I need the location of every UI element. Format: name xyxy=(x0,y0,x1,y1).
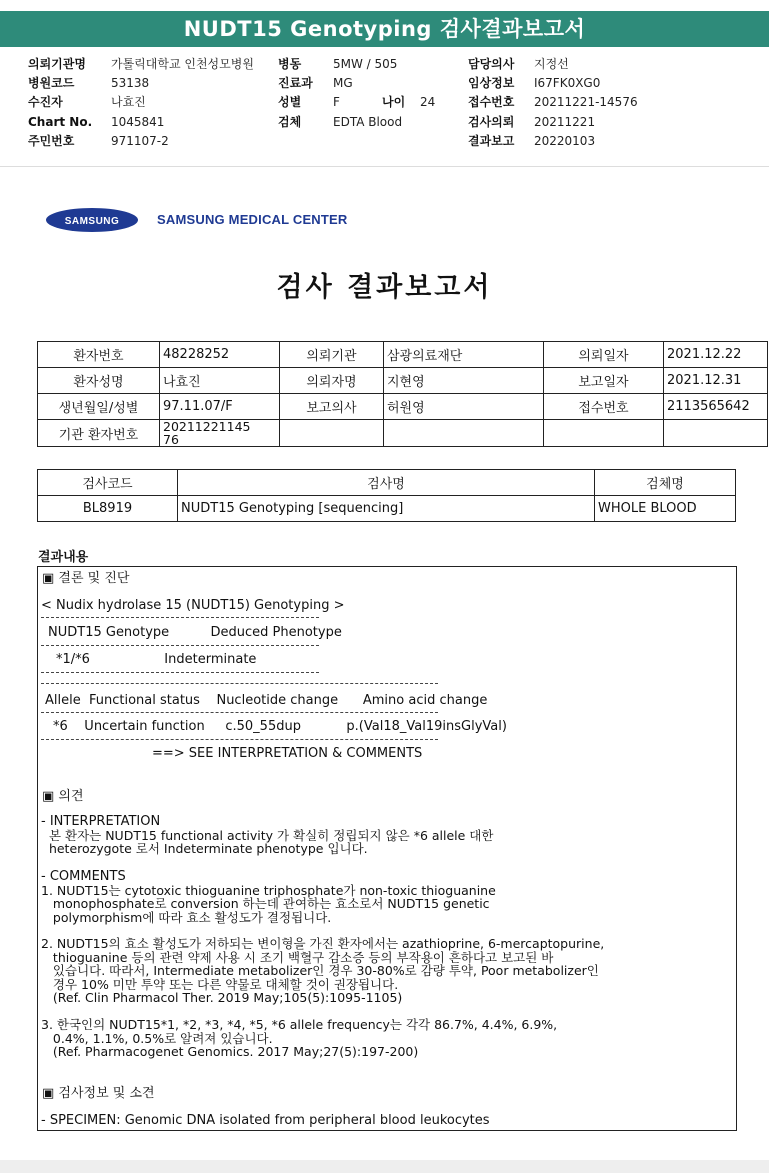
report-title-bar: NUDT15 Genotyping 검사결과보고서 xyxy=(0,11,769,47)
header-value: MG xyxy=(333,76,353,90)
comment-line: (Ref. Clin Pharmacol Ther. 2019 May;105(5):1095-1105) xyxy=(41,990,403,1005)
info-value: 지현영 xyxy=(384,368,544,394)
header-label: 임상정보 xyxy=(468,76,515,90)
info-label: 환자번호 xyxy=(38,342,160,368)
info-value: 삼광의료재단 xyxy=(384,342,544,368)
header-value: 가톨릭대학교 인천성모병원 xyxy=(111,57,254,71)
header-value: I67FK0XG0 xyxy=(534,76,601,90)
header-label: 주민번호 xyxy=(28,134,75,148)
header-label: 결과보고 xyxy=(468,134,515,148)
age-label: 나이 xyxy=(382,95,406,109)
info-label: 의뢰일자 xyxy=(544,342,664,368)
document-title: 검사 결과보고서 xyxy=(276,272,493,303)
section-test-info: ▣ 검사정보 및 소견 xyxy=(42,1086,155,1101)
info-row xyxy=(38,420,768,447)
info-value xyxy=(664,420,768,447)
info-value: 20211221145 76 xyxy=(160,420,280,447)
allele-header: Allele Functional status Nucleotide change Amino acid change xyxy=(45,693,488,708)
info-row xyxy=(38,342,768,368)
header-value: 지정선 xyxy=(534,57,569,71)
specimen-name: WHOLE BLOOD xyxy=(595,496,736,522)
dash-line xyxy=(41,739,438,740)
header-label: 담당의사 xyxy=(468,57,515,71)
header-info xyxy=(0,55,769,155)
allele-row: *6 Uncertain function c.50_55dup p.(Val18_Val19insGlyVal) xyxy=(53,719,507,734)
logo-text: SAMSUNG xyxy=(64,216,120,227)
header-label: Chart No. xyxy=(28,115,93,129)
header-value: 나효진 xyxy=(111,95,146,109)
genotype-row: *1/*6 Indeterminate xyxy=(56,652,257,667)
interpretation-block xyxy=(41,815,493,856)
header-value: F xyxy=(333,95,340,109)
info-value: 2113565642 xyxy=(664,394,768,420)
comment-line: 3. 한국인의 NUDT15*1, *2, *3, *4, *5, *6 allele frequency는 각각 86.7%, 4.4%, 6.9%, xyxy=(41,1017,558,1032)
comment-line: polymorphism에 따라 효소 활성도가 결정됩니다. xyxy=(41,909,332,925)
header-test-code: 검사코드 xyxy=(38,470,178,496)
interp-line: heterozygote 로서 Indeterminate phenotype 입니다. xyxy=(41,841,368,856)
test-table-row xyxy=(38,496,736,522)
results-title: 결과내용 xyxy=(38,550,89,565)
info-value: 48228252 xyxy=(160,342,280,368)
header-label: 병동 xyxy=(278,57,302,71)
header-label: 수진자 xyxy=(28,95,63,109)
info-value: 2021.12.31 xyxy=(664,368,768,394)
info-label xyxy=(544,420,664,447)
comments-block xyxy=(41,870,496,924)
info-label: 환자성명 xyxy=(38,368,160,394)
header-value: 1045841 xyxy=(111,115,165,129)
dash-line xyxy=(41,712,438,713)
interp-line: - INTERPRETATION xyxy=(41,814,161,829)
info-label: 접수번호 xyxy=(544,394,664,420)
info-value: 허원영 xyxy=(384,394,544,420)
dash-line xyxy=(41,645,319,646)
header-label: 검체 xyxy=(278,115,302,129)
comment-2-block xyxy=(41,937,604,1005)
comment-line: (Ref. Pharmacogenet Genomics. 2017 May;27(5):197-200) xyxy=(41,1044,419,1059)
comment-line: 1. NUDT15는 cytotoxic thioguanine triphosphate가 non-toxic thioguanine xyxy=(41,882,496,898)
header-label: 검사의뢰 xyxy=(468,115,515,129)
info-row xyxy=(38,394,768,420)
dash-line xyxy=(41,672,319,673)
info-row xyxy=(38,368,768,394)
header-value: 20211221 xyxy=(534,115,596,129)
header-divider xyxy=(0,166,769,167)
header-specimen-name: 검체명 xyxy=(595,470,736,496)
header-value: 971107-2 xyxy=(111,134,169,148)
comment-line: 경우 10% 미만 투약 또는 다른 약물로 대체할 것이 권장됩니다. xyxy=(41,976,399,992)
comment-line: - COMMENTS xyxy=(41,869,126,884)
section-conclusion: ▣ 결론 및 진단 xyxy=(42,571,130,586)
info-value: 97.11.07/F xyxy=(160,394,280,420)
header-label: 진료과 xyxy=(278,76,313,90)
info-label: 보고일자 xyxy=(544,368,664,394)
comment-line: monophosphate로 conversion 하는데 관여하는 효소로서 NUDT15 genetic xyxy=(41,896,490,911)
see-interpretation: ==> SEE INTERPRETATION & COMMENTS xyxy=(152,746,423,761)
header-label: 병원코드 xyxy=(28,76,75,90)
center-name: SAMSUNG MEDICAL CENTER xyxy=(157,212,348,227)
dash-line xyxy=(41,617,319,618)
patient-info-table xyxy=(37,341,768,447)
interp-line: 본 환자는 NUDT15 functional activity 가 확실히 정립되지 않은 *6 allele 대한 xyxy=(41,827,494,843)
header-value: EDTA Blood xyxy=(333,115,403,129)
comment-line: thioguanine 등의 관련 약제 사용 시 조기 백혈구 감소증 등의 부작용이 흔하다고 보고된 바 xyxy=(41,949,554,965)
samsung-logo xyxy=(45,207,139,233)
comment-line: 2. NUDT15의 효소 활성도가 저하되는 변이형을 가진 환자에서는 azathioprine, 6-mercaptopurine, xyxy=(41,936,605,951)
test-table-header xyxy=(38,470,736,496)
test-code: BL8919 xyxy=(38,496,178,522)
results-box xyxy=(37,566,737,1131)
header-value: 53138 xyxy=(111,76,150,90)
header-value: 20211221-14576 xyxy=(534,95,638,109)
info-label xyxy=(280,420,384,447)
footer-bar xyxy=(0,1160,769,1173)
header-value: 5MW / 505 xyxy=(333,57,398,71)
info-value xyxy=(384,420,544,447)
header-label: 성별 xyxy=(278,95,302,109)
info-value: 나효진 xyxy=(160,368,280,394)
comment-line: 0.4%, 1.1%, 0.5%로 알려져 있습니다. xyxy=(41,1030,273,1046)
section-opinion: ▣ 의견 xyxy=(42,789,84,804)
header-label: 의뢰기관명 xyxy=(28,57,86,71)
info-label: 의뢰자명 xyxy=(280,368,384,394)
info-value: 2021.12.22 xyxy=(664,342,768,368)
comment-3-block xyxy=(41,1018,557,1059)
test-name: NUDT15 Genotyping [sequencing] xyxy=(178,496,595,522)
age-value: 24 xyxy=(420,95,436,109)
info-label: 생년월일/성별 xyxy=(38,394,160,420)
header-test-name: 검사명 xyxy=(178,470,595,496)
header-label: 접수번호 xyxy=(468,95,515,109)
test-table xyxy=(37,469,736,522)
info-label: 보고의사 xyxy=(280,394,384,420)
genotype-header: NUDT15 Genotype Deduced Phenotype xyxy=(48,625,342,640)
dash-line xyxy=(41,683,438,684)
gene-title: < Nudix hydrolase 15 (NUDT15) Genotyping > xyxy=(41,598,345,613)
info-label: 기관 환자번호 xyxy=(38,420,160,447)
comment-line: 있습니다. 따라서, Intermediate metabolizer인 경우 30-80%로 감량 투약, Poor metabolizer인 xyxy=(41,963,599,978)
info-label: 의뢰기관 xyxy=(280,342,384,368)
specimen-line: - SPECIMEN: Genomic DNA isolated from peripheral blood leukocytes xyxy=(41,1113,490,1128)
header-value: 20220103 xyxy=(534,134,596,148)
